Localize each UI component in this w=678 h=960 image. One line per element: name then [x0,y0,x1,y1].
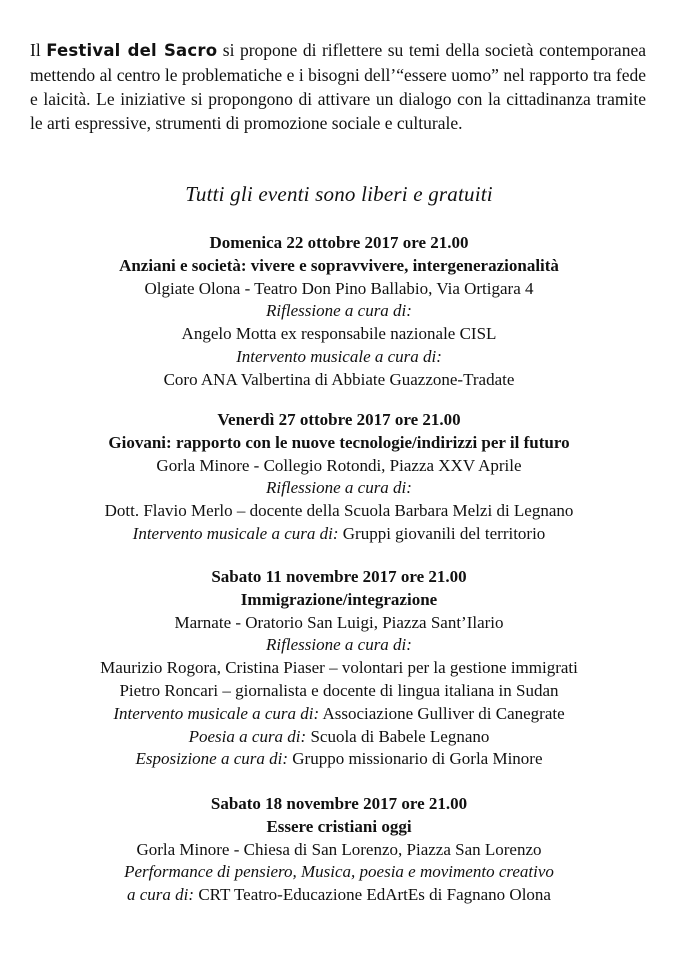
event-date: Sabato 11 novembre 2017 ore 21.00 [211,567,467,586]
event-block [0,409,678,546]
riflessione-label: Riflessione a cura di: [266,301,412,321]
poetry-author: Scuola di Babele Legnano [306,726,490,746]
event-place: Marnate - Oratorio San Luigi, Piazza Sant’Ilario [174,612,504,632]
event-topic: Giovani: rapporto con le nuove tecnologie/indirizzi per il futuro [108,432,570,452]
event-date: Sabato 18 novembre 2017 ore 21.00 [210,794,468,813]
curator-line [0,884,678,907]
event-topic: Essere cristiani oggi [266,816,412,836]
exhibition-label: Esposizione a cura di: [135,749,289,769]
event-block [0,793,678,907]
intro-text: si propone di riflettere su temi della società contemporanea mettendo al centro le problematiche e i bisogni dell’“essere uomo” nel rapporto tra fede e laicità. Le iniziative si propongono di attivare un dialogo con la cittadinanza tramite le arti espressive, strumenti di promozione sociale e culturale. [30,40,646,133]
poetry-line [0,726,678,749]
music-performer: Gruppi giovanili del territorio [338,523,546,543]
event-place: Gorla Minore - Collegio Rotondi, Piazza XXV Aprile [156,455,522,475]
free-events-tagline: Tutti gli eventi sono liberi e gratuiti [185,182,493,206]
exhibition-line [0,748,678,771]
riflessione-speaker: Angelo Motta ex responsabile nazionale CISL [181,324,497,344]
riflessione-label: Riflessione a cura di: [266,478,412,498]
intro-prefix: Il [30,40,47,60]
music-line [0,523,678,546]
music-line [0,703,678,726]
riflessione-speaker: Maurizio Rogora, Cristina Piaser – volontari per la gestione immigrati [100,658,578,678]
riflessione-label: Riflessione a cura di: [266,635,412,655]
exhibition-author: Gruppo missionario di Gorla Minore [288,749,543,769]
festival-name: Festival del Sacro [46,41,218,60]
performance-label: Performance di pensiero, Musica, poesia e movimento creativo [124,862,554,882]
event-place: Gorla Minore - Chiesa di San Lorenzo, Piazza San Lorenzo [136,839,542,859]
intro-paragraph [30,38,646,135]
event-topic: Anziani e società: vivere e sopravvivere, intergenerazionalità [119,255,559,275]
curator-label: a cura di: [127,885,195,905]
event-date: Venerdì 27 ottobre 2017 ore 21.00 [217,410,461,429]
music-performer: Associazione Gulliver di Canegrate [319,703,565,723]
music-label: Intervento musicale a cura di: [236,346,442,366]
event-date: Domenica 22 ottobre 2017 ore 21.00 [209,233,469,252]
music-performer: Coro ANA Valbertina di Abbiate Guazzone-Tradate [163,369,515,389]
music-label: Intervento musicale a cura di: [113,703,320,723]
event-block [0,232,678,392]
event-block [0,566,678,771]
event-place: Olgiate Olona - Teatro Don Pino Ballabio, Via Ortigara 4 [144,278,534,298]
music-label: Intervento musicale a cura di: [132,523,339,543]
event-topic: Immigrazione/integrazione [240,589,438,609]
poetry-label: Poesia a cura di: [188,726,307,746]
riflessione-speaker: Dott. Flavio Merlo – docente della Scuola Barbara Melzi di Legnano [104,501,574,521]
riflessione-speaker: Pietro Roncari – giornalista e docente di lingua italiana in Sudan [119,680,559,700]
curator-name: CRT Teatro-Educazione EdArtEs di Fagnano Olona [194,885,551,905]
